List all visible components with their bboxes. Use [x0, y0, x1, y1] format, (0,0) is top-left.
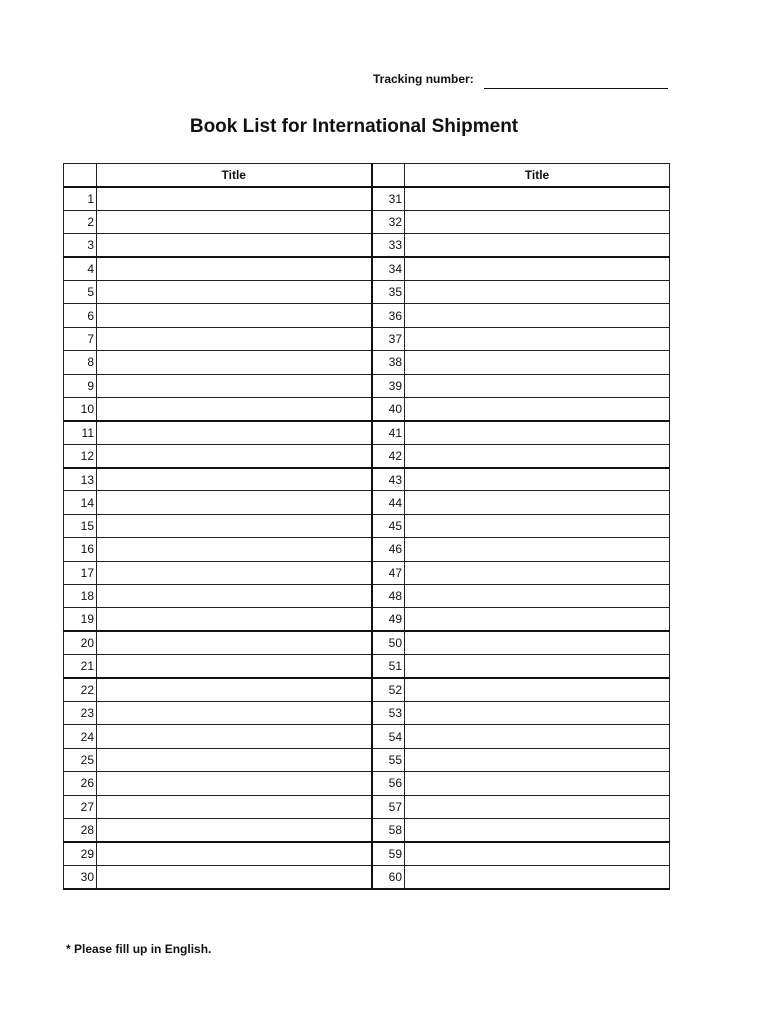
book-title-cell-left[interactable] [97, 444, 372, 467]
book-title-cell-right[interactable] [405, 327, 670, 350]
table-row [64, 421, 670, 444]
row-number-right: 40 [372, 397, 405, 420]
row-number-right: 34 [372, 257, 405, 280]
row-number-right: 39 [372, 374, 405, 397]
row-number-right: 36 [372, 304, 405, 327]
table-header-row [64, 164, 670, 187]
table-row [64, 772, 670, 795]
row-number-right: 58 [372, 818, 405, 841]
book-title-cell-right[interactable] [405, 701, 670, 724]
book-title-cell-left[interactable] [97, 514, 372, 537]
table-row [64, 538, 670, 561]
row-number-right: 52 [372, 678, 405, 701]
row-number-left: 3 [64, 234, 97, 257]
row-number-left: 21 [64, 655, 97, 678]
book-title-cell-right[interactable] [405, 772, 670, 795]
footnote: * Please fill up in English. [66, 942, 212, 956]
table-row [64, 397, 670, 420]
book-title-cell-right[interactable] [405, 678, 670, 701]
book-title-cell-left[interactable] [97, 678, 372, 701]
table-row [64, 561, 670, 584]
row-number-right: 59 [372, 842, 405, 865]
book-title-cell-right[interactable] [405, 421, 670, 444]
row-number-left: 8 [64, 351, 97, 374]
book-title-cell-right[interactable] [405, 725, 670, 748]
row-number-right: 50 [372, 631, 405, 654]
row-number-right: 42 [372, 444, 405, 467]
row-number-left: 19 [64, 608, 97, 631]
table-row [64, 444, 670, 467]
row-number-left: 16 [64, 538, 97, 561]
book-title-cell-left[interactable] [97, 818, 372, 841]
row-number-right: 45 [372, 514, 405, 537]
book-title-cell-right[interactable] [405, 865, 670, 888]
table-row [64, 210, 670, 233]
table-row [64, 865, 670, 888]
row-number-right: 35 [372, 280, 405, 303]
book-title-cell-right[interactable] [405, 468, 670, 491]
book-title-cell-right[interactable] [405, 491, 670, 514]
row-number-left: 10 [64, 397, 97, 420]
header-number-left [64, 164, 97, 187]
book-title-cell-left[interactable] [97, 374, 372, 397]
row-number-right: 55 [372, 748, 405, 771]
row-number-left: 30 [64, 865, 97, 888]
table-row [64, 280, 670, 303]
row-number-left: 4 [64, 257, 97, 280]
book-title-cell-left[interactable] [97, 795, 372, 818]
row-number-left: 27 [64, 795, 97, 818]
header-title-right: Title [405, 164, 670, 187]
book-title-cell-right[interactable] [405, 514, 670, 537]
row-number-left: 11 [64, 421, 97, 444]
tracking-number-field [373, 71, 669, 91]
table-row [64, 234, 670, 257]
header-title-left: Title [97, 164, 372, 187]
row-number-right: 32 [372, 210, 405, 233]
table-row [64, 514, 670, 537]
row-number-left: 25 [64, 748, 97, 771]
book-title-cell-right[interactable] [405, 397, 670, 420]
book-title-cell-right[interactable] [405, 351, 670, 374]
row-number-left: 13 [64, 468, 97, 491]
row-number-right: 44 [372, 491, 405, 514]
book-title-cell-left[interactable] [97, 772, 372, 795]
book-title-cell-left[interactable] [97, 701, 372, 724]
row-number-right: 60 [372, 865, 405, 888]
book-title-cell-left[interactable] [97, 561, 372, 584]
row-number-left: 18 [64, 585, 97, 608]
book-title-cell-left[interactable] [97, 210, 372, 233]
table-row [64, 748, 670, 771]
book-title-cell-right[interactable] [405, 748, 670, 771]
row-number-right: 56 [372, 772, 405, 795]
row-number-left: 12 [64, 444, 97, 467]
book-title-cell-left[interactable] [97, 631, 372, 654]
book-title-cell-right[interactable] [405, 374, 670, 397]
book-title-cell-left[interactable] [97, 842, 372, 865]
row-number-left: 24 [64, 725, 97, 748]
table-row [64, 351, 670, 374]
row-number-left: 26 [64, 772, 97, 795]
book-title-cell-left[interactable] [97, 327, 372, 350]
row-number-right: 38 [372, 351, 405, 374]
book-title-cell-left[interactable] [97, 397, 372, 420]
table-row [64, 818, 670, 841]
book-title-cell-right[interactable] [405, 561, 670, 584]
row-number-right: 51 [372, 655, 405, 678]
book-title-cell-left[interactable] [97, 725, 372, 748]
book-title-cell-left[interactable] [97, 608, 372, 631]
book-title-cell-left[interactable] [97, 304, 372, 327]
row-number-left: 15 [64, 514, 97, 537]
row-number-left: 9 [64, 374, 97, 397]
book-title-cell-right[interactable] [405, 818, 670, 841]
row-number-left: 5 [64, 280, 97, 303]
table-row [64, 842, 670, 865]
row-number-left: 22 [64, 678, 97, 701]
tracking-number-label: Tracking number: [373, 72, 474, 86]
table-row [64, 701, 670, 724]
table-row [64, 631, 670, 654]
book-title-cell-left[interactable] [97, 280, 372, 303]
book-title-cell-left[interactable] [97, 655, 372, 678]
table-row [64, 725, 670, 748]
table-row [64, 187, 670, 210]
book-title-cell-right[interactable] [405, 210, 670, 233]
book-title-cell-left[interactable] [97, 748, 372, 771]
book-title-cell-right[interactable] [405, 538, 670, 561]
row-number-right: 49 [372, 608, 405, 631]
row-number-right: 31 [372, 187, 405, 210]
book-title-cell-left[interactable] [97, 421, 372, 444]
book-title-cell-right[interactable] [405, 280, 670, 303]
row-number-left: 29 [64, 842, 97, 865]
book-title-cell-left[interactable] [97, 187, 372, 210]
row-number-left: 7 [64, 327, 97, 350]
row-number-right: 37 [372, 327, 405, 350]
row-number-right: 57 [372, 795, 405, 818]
row-number-right: 41 [372, 421, 405, 444]
book-title-cell-left[interactable] [97, 234, 372, 257]
row-number-left: 14 [64, 491, 97, 514]
book-title-cell-right[interactable] [405, 234, 670, 257]
header-number-right [372, 164, 405, 187]
row-number-right: 46 [372, 538, 405, 561]
table-row [64, 491, 670, 514]
row-number-right: 48 [372, 585, 405, 608]
book-title-cell-right[interactable] [405, 257, 670, 280]
row-number-left: 20 [64, 631, 97, 654]
book-title-cell-left[interactable] [97, 351, 372, 374]
row-number-right: 43 [372, 468, 405, 491]
table-row [64, 327, 670, 350]
book-title-cell-right[interactable] [405, 444, 670, 467]
row-number-right: 53 [372, 701, 405, 724]
table-row [64, 257, 670, 280]
book-title-cell-right[interactable] [405, 842, 670, 865]
table-row [64, 678, 670, 701]
row-number-left: 1 [64, 187, 97, 210]
table-row [64, 655, 670, 678]
book-title-cell-right[interactable] [405, 304, 670, 327]
row-number-left: 6 [64, 304, 97, 327]
row-number-left: 23 [64, 701, 97, 724]
row-number-left: 17 [64, 561, 97, 584]
book-title-cell-right[interactable] [405, 585, 670, 608]
tracking-number-input-line[interactable] [484, 88, 668, 89]
book-title-cell-left[interactable] [97, 468, 372, 491]
book-list-table [63, 163, 670, 890]
book-title-cell-right[interactable] [405, 608, 670, 631]
table-row [64, 304, 670, 327]
row-number-right: 33 [372, 234, 405, 257]
row-number-left: 2 [64, 210, 97, 233]
row-number-right: 54 [372, 725, 405, 748]
table-row [64, 468, 670, 491]
book-title-cell-right[interactable] [405, 795, 670, 818]
book-title-cell-right[interactable] [405, 187, 670, 210]
book-title-cell-left[interactable] [97, 538, 372, 561]
book-title-cell-right[interactable] [405, 631, 670, 654]
book-title-cell-left[interactable] [97, 491, 372, 514]
row-number-right: 47 [372, 561, 405, 584]
book-list-body [64, 187, 670, 889]
book-title-cell-left[interactable] [97, 585, 372, 608]
row-number-left: 28 [64, 818, 97, 841]
book-title-cell-right[interactable] [405, 655, 670, 678]
page-title: Book List for International Shipment [189, 116, 519, 137]
table-row [64, 608, 670, 631]
table-row [64, 795, 670, 818]
book-title-cell-left[interactable] [97, 865, 372, 888]
book-title-cell-left[interactable] [97, 257, 372, 280]
table-row [64, 585, 670, 608]
table-row [64, 374, 670, 397]
